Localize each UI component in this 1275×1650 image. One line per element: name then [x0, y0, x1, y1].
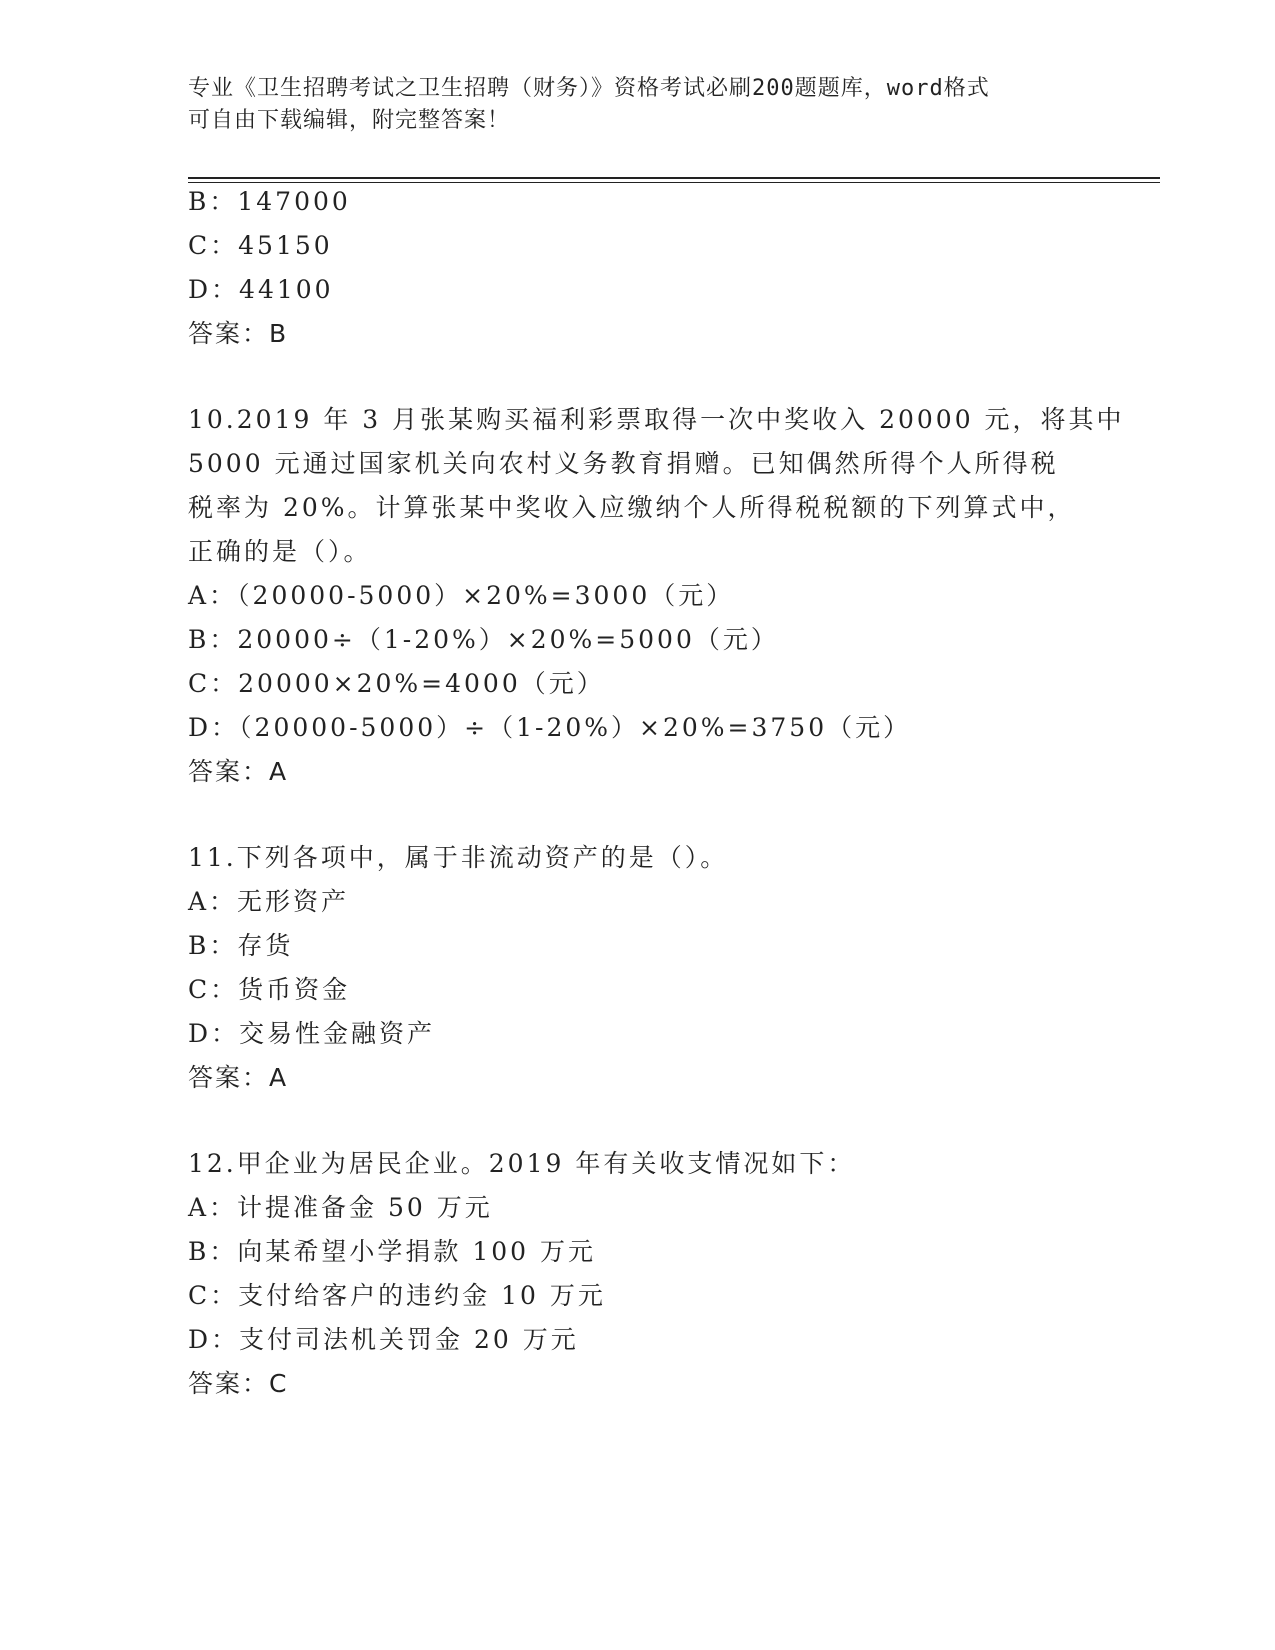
q11-stem: 11.下列各项中，属于非流动资产的是（）。: [188, 843, 729, 872]
header-rule-thin: [188, 182, 1160, 183]
q11-option-a: A：无形资产: [188, 887, 350, 916]
prev-option-d: D：44100: [188, 275, 334, 304]
q10-option-b: B：20000÷（1-20%）×20%=5000（元）: [188, 625, 779, 654]
q12-answer: 答案：C: [188, 1369, 289, 1398]
q10-option-c: C：20000×20%=4000（元）: [188, 669, 605, 698]
q11-answer: 答案：A: [188, 1063, 289, 1092]
header-rule-thick: [188, 177, 1160, 179]
header-line-2: 可自由下载编辑，附完整答案！: [188, 108, 511, 133]
q10-stem-line-2: 5000 元通过国家机关向农村义务教育捐赠。已知偶然所得个人所得税: [188, 449, 1059, 478]
q12-option-d: D：支付司法机关罚金 20 万元: [188, 1325, 579, 1354]
prev-option-c: C：45150: [188, 231, 333, 260]
q10-option-a: A：（20000-5000）×20%=3000（元）: [188, 581, 735, 610]
q10-stem-line-1: 10.2019 年 3 月张某购买福利彩票取得一次中奖收入 20000 元，将其中: [188, 405, 1125, 434]
q12-option-b: B：向某希望小学捐款 100 万元: [188, 1237, 596, 1266]
q12-option-a: A：计提准备金 50 万元: [188, 1193, 493, 1222]
q11-option-b: B：存货: [188, 931, 294, 960]
q11-option-c: C：货币资金: [188, 975, 351, 1004]
q10-stem-line-4: 正确的是（）。: [188, 537, 372, 566]
q10-answer: 答案：A: [188, 757, 289, 786]
q12-option-c: C：支付给客户的违约金 10 万元: [188, 1281, 606, 1310]
prev-answer: 答案：B: [188, 319, 289, 348]
q10-stem-line-3: 税率为 20%。计算张某中奖收入应缴纳个人所得税税额的下列算式中，: [188, 493, 1076, 522]
prev-option-b: B：147000: [188, 187, 351, 216]
header-line-1: 专业《卫生招聘考试之卫生招聘（财务）》资格考试必刷200题题库，word格式: [188, 76, 990, 101]
q12-stem: 12.甲企业为居民企业。2019 年有关收支情况如下：: [188, 1149, 856, 1178]
q11-option-d: D：交易性金融资产: [188, 1019, 436, 1048]
document-header: [188, 73, 1088, 137]
q10-option-d: D：（20000-5000）÷（1-20%）×20%=3750（元）: [188, 713, 912, 742]
